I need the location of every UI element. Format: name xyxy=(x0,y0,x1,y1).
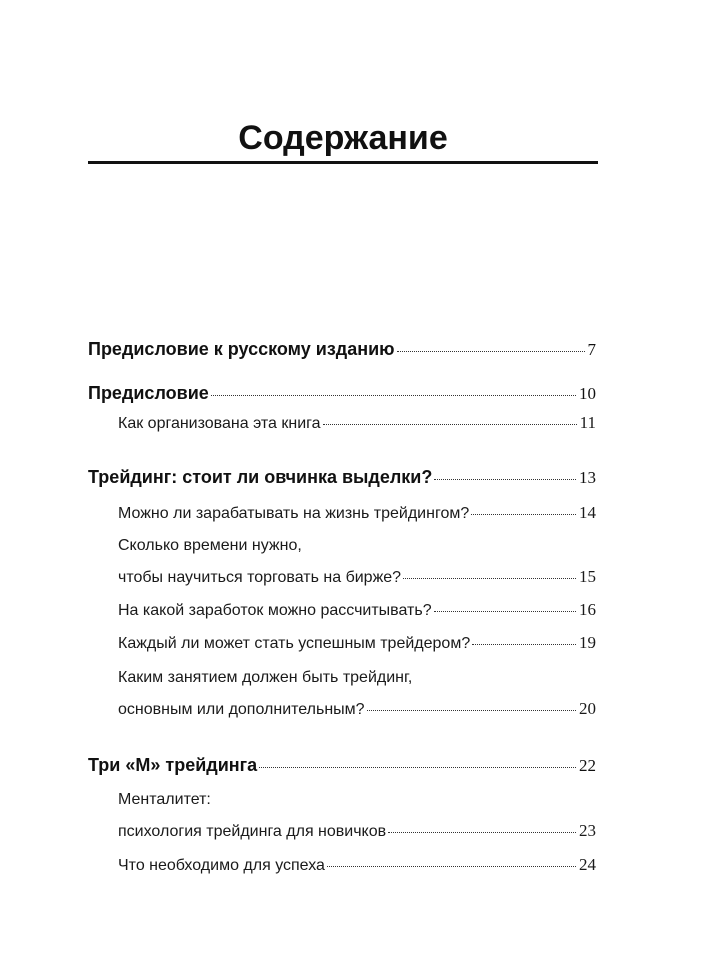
toc-subsection-title: Что необходимо для успеха xyxy=(118,857,325,874)
toc-subsection[interactable] xyxy=(118,408,596,438)
table-of-contents xyxy=(88,334,596,880)
toc-page-number: 10 xyxy=(579,384,596,403)
toc-subsection-title-line1: Сколько времени нужно, xyxy=(118,537,302,554)
toc-page-number: 22 xyxy=(579,756,596,775)
toc-section-trading-worth[interactable] xyxy=(88,462,596,492)
toc-page-number: 24 xyxy=(579,855,596,874)
toc-subsection xyxy=(118,694,596,724)
toc-page-number: 13 xyxy=(579,468,596,487)
dot-leader xyxy=(388,831,576,833)
dot-leader xyxy=(472,643,576,645)
toc-subsection-title: Как организована эта книга xyxy=(118,415,321,432)
toc-section-title: Три «М» трейдинга xyxy=(88,755,258,775)
toc-page-number: 11 xyxy=(579,413,596,432)
toc-subsection-title: чтобы научиться торговать на бирже? xyxy=(118,569,402,586)
toc-subsection-title-line1: Каким занятием должен быть трейдинг, xyxy=(118,669,413,686)
toc-section-three-m[interactable] xyxy=(88,750,596,780)
dot-leader xyxy=(434,478,576,480)
toc-subsection-title: Каждый ли может стать успешным трейдером? xyxy=(118,635,471,652)
toc-subsection-title-line1: Менталитет: xyxy=(118,791,211,808)
page-title: Содержание xyxy=(238,119,448,157)
toc-subsection-multiline[interactable] xyxy=(118,530,596,592)
toc-page-number: 16 xyxy=(579,600,596,619)
toc-page-number: 15 xyxy=(579,567,596,586)
toc-subsection-title: основным или дополнительным? xyxy=(118,701,365,718)
toc-section-preface[interactable] xyxy=(88,378,596,408)
toc-page-number: 7 xyxy=(587,340,596,359)
toc-subsection-list xyxy=(88,408,596,438)
toc-subsection-list xyxy=(88,498,596,724)
dot-leader xyxy=(471,513,576,515)
toc-subsection-title: На какой заработок можно рассчитывать? xyxy=(118,602,432,619)
toc-page-number: 20 xyxy=(579,699,596,718)
dot-leader xyxy=(397,350,585,352)
toc-page-number: 19 xyxy=(579,633,596,652)
toc-subsection[interactable] xyxy=(118,498,596,528)
toc-section-title: Трейдинг: стоит ли овчинка выделки? xyxy=(88,467,433,487)
toc-page-number: 23 xyxy=(579,821,596,840)
toc-subsection[interactable] xyxy=(118,850,596,880)
toc-page-number: 14 xyxy=(579,503,596,522)
dot-leader xyxy=(323,423,577,425)
toc-subsection xyxy=(118,562,596,592)
toc-subsection xyxy=(118,816,596,846)
toc-subsection-title: психология трейдинга для новичков xyxy=(118,823,387,840)
dot-leader xyxy=(367,709,576,711)
dot-leader xyxy=(403,577,576,579)
dot-leader xyxy=(259,766,576,768)
toc-section-title: Предисловие xyxy=(88,383,209,403)
dot-leader xyxy=(434,610,576,612)
toc-section-preface-ru[interactable] xyxy=(88,334,596,364)
toc-subsection-title: Можно ли зарабатывать на жизнь трейдингом? xyxy=(118,505,470,522)
dot-leader xyxy=(327,865,576,867)
title-rule xyxy=(88,161,598,164)
toc-subsection[interactable] xyxy=(118,595,596,625)
toc-subsection-list xyxy=(88,784,596,880)
toc-subsection[interactable] xyxy=(118,628,596,658)
toc-subsection-multiline[interactable] xyxy=(118,662,596,724)
dot-leader xyxy=(211,394,576,396)
toc-section-title: Предисловие к русскому изданию xyxy=(88,339,395,359)
toc-subsection-multiline[interactable] xyxy=(118,784,596,846)
